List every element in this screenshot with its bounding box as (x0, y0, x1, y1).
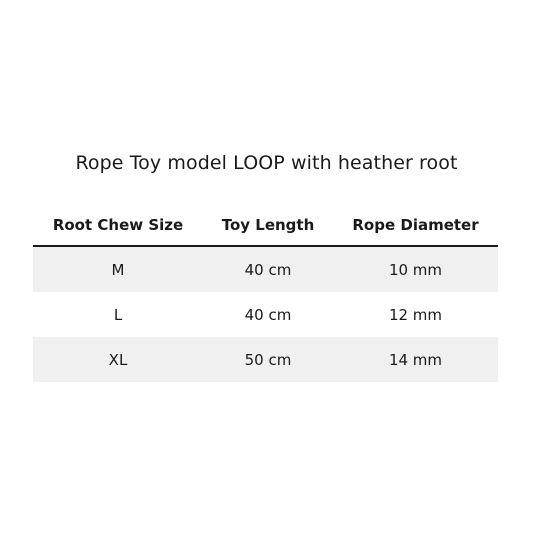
cell-diameter: 14 mm (333, 337, 498, 382)
size-table (33, 205, 498, 382)
cell-length: 40 cm (244, 305, 292, 324)
cell-length: 50 cm (203, 337, 333, 382)
cell-size: L (113, 305, 123, 324)
header-rope-diameter: Rope Diameter (333, 205, 498, 246)
table-header-row (33, 205, 498, 246)
cell-size: XL (33, 337, 203, 382)
header-root-chew-size: Root Chew Size (33, 205, 203, 246)
cell-size: M (33, 246, 203, 292)
cell-diameter: 10 mm (333, 246, 498, 292)
table-row (33, 292, 498, 337)
page-title: Rope Toy model LOOP with heather root (75, 152, 458, 174)
header-toy-length: Toy Length (203, 205, 333, 246)
cell-diameter: 12 mm (388, 305, 443, 324)
table-row (33, 246, 498, 292)
cell-length: 40 cm (203, 246, 333, 292)
table-row (33, 337, 498, 382)
